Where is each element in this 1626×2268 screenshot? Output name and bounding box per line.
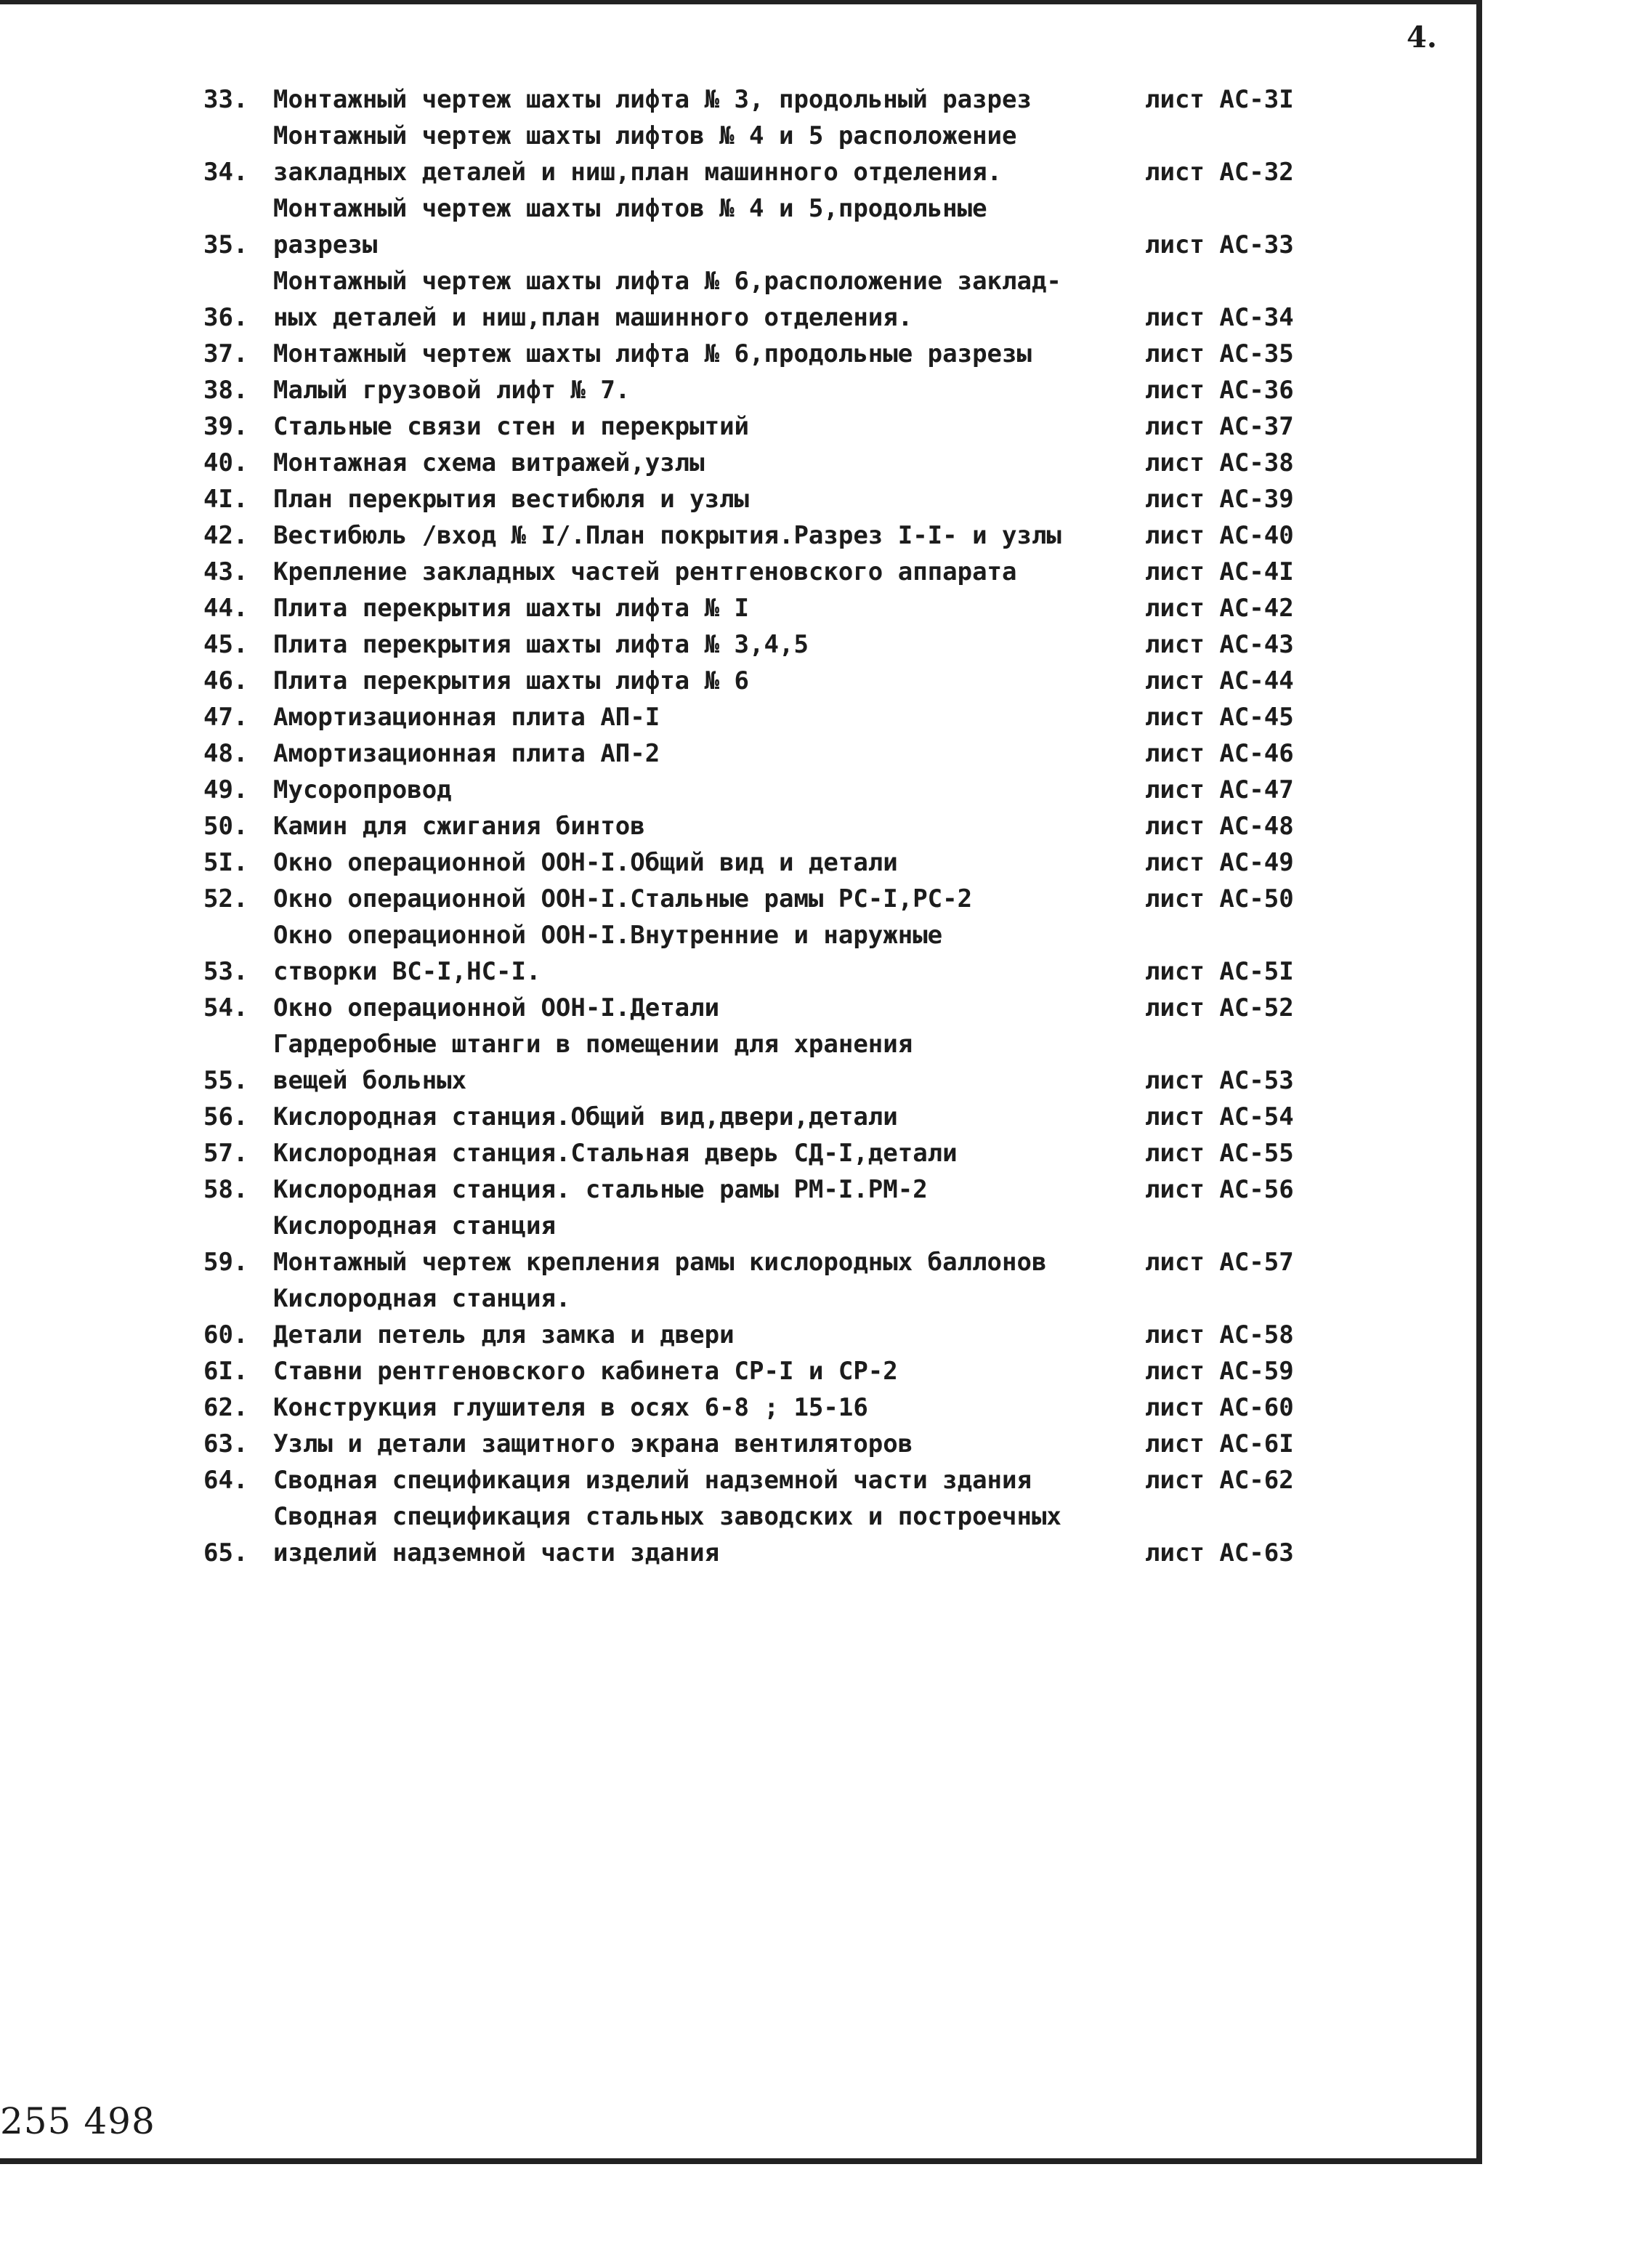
list-item [203, 190, 1308, 263]
item-title: Монтажный чертеж шахты лифтов № 4 и 5 расположение закладных деталей и ниш,план машинного отделения. [273, 121, 1017, 187]
list-item [203, 1498, 1308, 1571]
list-item [203, 81, 1308, 118]
item-sheet-ref: лист АС-33 [1145, 230, 1294, 259]
item-number: 45. [203, 630, 248, 659]
list-item [203, 372, 1308, 408]
item-title: Крепление закладных частей рентгеновского аппарата [273, 557, 1017, 586]
item-sheet-ref: лист АС-46 [1145, 739, 1294, 768]
list-item [203, 735, 1308, 772]
item-sheet-ref: лист АС-47 [1145, 775, 1294, 804]
item-title: Окно операционной ООН-I.Стальные рамы РС-I,РС-2 [273, 884, 973, 913]
item-sheet-ref: лист АС-36 [1145, 376, 1294, 405]
item-title: Монтажный чертеж шахты лифта № 6,расположение заклад- ных деталей и ниш,план машинного отделения. [273, 267, 1061, 332]
list-item [203, 699, 1308, 735]
item-number: 64. [203, 1466, 248, 1495]
item-number: 56. [203, 1102, 248, 1131]
item-number: 33. [203, 85, 248, 114]
list-item [203, 1426, 1308, 1462]
item-title: Стальные связи стен и перекрытий [273, 412, 750, 441]
list-item [203, 1208, 1308, 1280]
item-number: 6I. [203, 1357, 248, 1386]
item-title: Сводная спецификация стальных заводских и построечных изделий надземной части здания [273, 1502, 1061, 1567]
item-number: 36. [203, 303, 248, 332]
list-item [203, 626, 1308, 663]
item-title: Плита перекрытия шахты лифта № 6 [273, 666, 750, 695]
list-item [203, 1280, 1308, 1353]
item-sheet-ref: лист АС-6I [1145, 1429, 1294, 1458]
item-number: 53. [203, 957, 248, 986]
item-sheet-ref: лист АС-58 [1145, 1320, 1294, 1349]
item-number: 42. [203, 521, 248, 550]
item-title: Кислородная станция.Стальная дверь СД-I,детали [273, 1139, 958, 1168]
item-number: 39. [203, 412, 248, 441]
list-item [203, 445, 1308, 481]
item-sheet-ref: лист АС-39 [1145, 485, 1294, 514]
item-title: Монтажный чертеж шахты лифтов № 4 и 5,продольные разрезы [273, 194, 987, 259]
item-number: 49. [203, 775, 248, 804]
item-title: Кислородная станция. Детали петель для замка и двери [273, 1284, 735, 1349]
list-item [203, 1135, 1308, 1171]
item-title: Малый грузовой лифт № 7. [273, 376, 631, 405]
item-sheet-ref: лист АС-54 [1145, 1102, 1294, 1131]
item-title: Мусоропровод [273, 775, 452, 804]
item-number: 65. [203, 1538, 248, 1567]
page-frame-right [1476, 0, 1482, 2163]
item-sheet-ref: лист АС-48 [1145, 812, 1294, 841]
item-sheet-ref: лист АС-57 [1145, 1248, 1294, 1277]
item-number: 4I. [203, 485, 248, 514]
list-item [203, 1462, 1308, 1498]
item-sheet-ref: лист АС-45 [1145, 703, 1294, 732]
item-number: 48. [203, 739, 248, 768]
list-item [203, 917, 1308, 990]
item-title: Сводная спецификация изделий надземной части здания [273, 1466, 1032, 1495]
item-number: 37. [203, 339, 248, 368]
item-title: Кислородная станция Монтажный чертеж крепления рамы кислородных баллонов [273, 1211, 1047, 1277]
list-item [203, 408, 1308, 445]
item-number: 52. [203, 884, 248, 913]
item-sheet-ref: лист АС-34 [1145, 303, 1294, 332]
item-number: 35. [203, 230, 248, 259]
item-sheet-ref: лист АС-56 [1145, 1175, 1294, 1204]
item-number: 34. [203, 158, 248, 187]
item-title: Кислородная станция.Общий вид,двери,детали [273, 1102, 898, 1131]
item-number: 50. [203, 812, 248, 841]
item-title: Камин для сжигания бинтов [273, 812, 645, 841]
item-number: 43. [203, 557, 248, 586]
handwritten-archive-number: 255 498 [0, 2100, 155, 2142]
item-sheet-ref: лист АС-43 [1145, 630, 1294, 659]
item-number: 46. [203, 666, 248, 695]
item-title: Монтажный чертеж шахты лифта № 3, продольный разрез [273, 85, 1032, 114]
list-item [203, 481, 1308, 517]
list-item [203, 554, 1308, 590]
page-frame-top [0, 0, 1481, 4]
item-title: Плита перекрытия шахты лифта № 3,4,5 [273, 630, 809, 659]
item-sheet-ref: лист АС-35 [1145, 339, 1294, 368]
list-item [203, 990, 1308, 1026]
item-number: 54. [203, 993, 248, 1022]
list-item [203, 844, 1308, 881]
item-number: 60. [203, 1320, 248, 1349]
item-sheet-ref: лист АС-53 [1145, 1066, 1294, 1095]
item-number: 62. [203, 1393, 248, 1422]
item-title: Монтажный чертеж шахты лифта № 6,продольные разрезы [273, 339, 1032, 368]
item-title: Кислородная станция. стальные рамы РМ-I.РМ-2 [273, 1175, 928, 1204]
item-title: Монтажная схема витражей,узлы [273, 448, 705, 477]
list-item [203, 118, 1308, 190]
item-title: Окно операционной ООН-I.Детали [273, 993, 720, 1022]
list-item [203, 590, 1308, 626]
item-number: 38. [203, 376, 248, 405]
page-frame-bottom [0, 2158, 1482, 2164]
list-item [203, 1026, 1308, 1099]
list-item [203, 1099, 1308, 1135]
list-item [203, 808, 1308, 844]
item-number: 57. [203, 1139, 248, 1168]
item-sheet-ref: лист АС-38 [1145, 448, 1294, 477]
item-title: Ставни рентгеновского кабинета СР-I и СР-2 [273, 1357, 898, 1386]
item-title: Гардеробные штанги в помещении для хранения вещей больных [273, 1030, 913, 1095]
item-sheet-ref: лист АС-32 [1145, 158, 1294, 187]
list-item [203, 517, 1308, 554]
list-item [203, 1353, 1308, 1389]
item-number: 58. [203, 1175, 248, 1204]
item-number: 55. [203, 1066, 248, 1095]
item-sheet-ref: лист АС-49 [1145, 848, 1294, 877]
list-item [203, 263, 1308, 336]
item-sheet-ref: лист АС-44 [1145, 666, 1294, 695]
item-sheet-ref: лист АС-60 [1145, 1393, 1294, 1422]
item-title: Плита перекрытия шахты лифта № I [273, 594, 750, 623]
list-item [203, 772, 1308, 808]
item-title: Амортизационная плита АП-2 [273, 739, 660, 768]
item-sheet-ref: лист АС-3I [1145, 85, 1294, 114]
item-sheet-ref: лист АС-52 [1145, 993, 1294, 1022]
item-sheet-ref: лист АС-5I [1145, 957, 1294, 986]
item-number: 47. [203, 703, 248, 732]
item-title: Окно операционной ООН-I.Общий вид и детали [273, 848, 898, 877]
item-sheet-ref: лист АС-59 [1145, 1357, 1294, 1386]
item-title: Вестибюль /вход № I/.План покрытия.Разрез I-I- и узлы [273, 521, 1061, 550]
item-number: 40. [203, 448, 248, 477]
list-item [203, 663, 1308, 699]
item-title: Окно операционной ООН-I.Внутренние и наружные створки ВС-I,НС-I. [273, 921, 943, 986]
list-item [203, 1171, 1308, 1208]
item-sheet-ref: лист АС-42 [1145, 594, 1294, 623]
item-number: 63. [203, 1429, 248, 1458]
item-sheet-ref: лист АС-55 [1145, 1139, 1294, 1168]
item-sheet-ref: лист АС-63 [1145, 1538, 1294, 1567]
item-sheet-ref: лист АС-37 [1145, 412, 1294, 441]
item-sheet-ref: лист АС-50 [1145, 884, 1294, 913]
drawing-list [203, 81, 1308, 1571]
page-number: 4. [1407, 20, 1437, 55]
item-title: Конструкция глушителя в осях 6-8 ; 15-16 [273, 1393, 868, 1422]
item-title: Амортизационная плита АП-I [273, 703, 660, 732]
item-number: 44. [203, 594, 248, 623]
item-sheet-ref: лист АС-4I [1145, 557, 1294, 586]
item-sheet-ref: лист АС-62 [1145, 1466, 1294, 1495]
item-sheet-ref: лист АС-40 [1145, 521, 1294, 550]
list-item [203, 1389, 1308, 1426]
item-number: 59. [203, 1248, 248, 1277]
item-number: 5I. [203, 848, 248, 877]
list-item [203, 336, 1308, 372]
list-item [203, 881, 1308, 917]
item-title: Узлы и детали защитного экрана вентиляторов [273, 1429, 913, 1458]
item-title: План перекрытия вестибюля и узлы [273, 485, 750, 514]
